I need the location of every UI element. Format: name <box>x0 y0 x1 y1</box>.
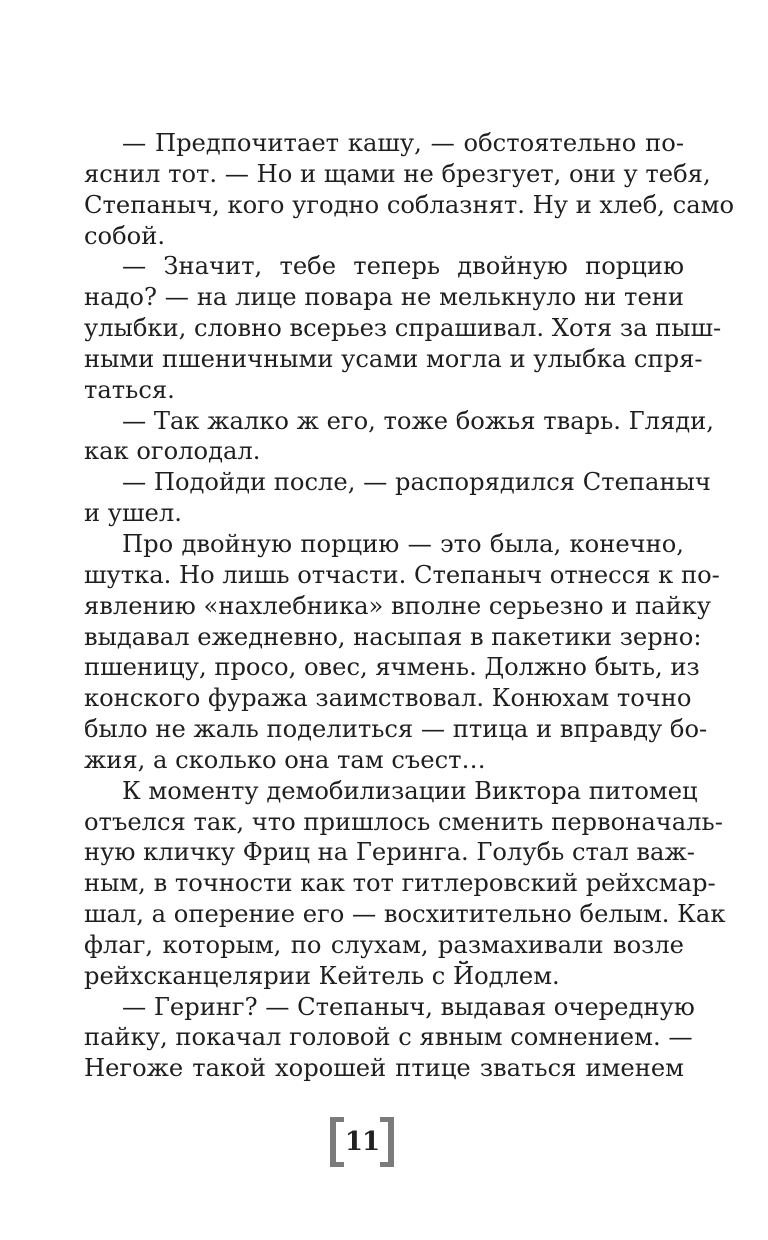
text-line: яснил тот. — Но и щами не брезгует, они у тебя, <box>84 159 711 188</box>
text-line: пайку, покачал головой с явным сомнением. — <box>84 1023 693 1052</box>
text-line: пшеницу, просо, овес, ячмень. Должно быть, из <box>84 653 700 682</box>
page-number-badge <box>330 1117 394 1167</box>
text-line: было не жаль поделиться — птица и вправду бо- <box>84 715 708 744</box>
page-number: 11 <box>344 1127 380 1157</box>
text-line: улыбки, словно всерьез спрашивал. Хотя за пыш- <box>84 314 722 343</box>
text-line: собой. <box>84 221 166 250</box>
text-line: — Значит, тебе теперь двойную порцию <box>122 252 684 281</box>
text-line: — Предпочитает кашу, — обстоятельно по- <box>122 129 684 157</box>
text-line: Степаныч, кого угодно соблазнят. Ну и хлеб, само <box>84 190 735 219</box>
text-line: выдавал ежедневно, насыпая в пакетики зерно: <box>84 622 702 651</box>
text-line: Негоже такой хорошей птице зваться именем <box>84 1054 684 1083</box>
text-line: надо? — на лице повара не мелькнуло ни тени <box>84 283 684 312</box>
text-line: и ушел. <box>84 499 182 528</box>
text-line: шал, а оперение его — восхитительно белым. Как <box>84 900 726 929</box>
text-line: — Так жалко ж его, тоже божья тварь. Гляди, <box>122 406 714 435</box>
text-line: ным, в точности как тот гитлеровский рейхсмар- <box>84 869 716 898</box>
text-line: ную кличку Фриц на Геринга. Голубь стал важ- <box>84 838 695 867</box>
text-line: — Геринг? — Степаныч, выдавая очередную <box>122 992 695 1021</box>
text-line: Про двойную порцию — это была, конечно, <box>122 529 684 558</box>
text-line: рейхсканцелярии Кейтель с Йодлем. <box>84 961 560 990</box>
text-line: К моменту демобилизации Виктора питомец <box>122 776 698 805</box>
text-line: — Подойди после, — распорядился Степаныч <box>122 468 711 497</box>
text-line: флаг, которым, по слухам, размахивали возле <box>84 930 684 959</box>
text-line: как оголодал. <box>84 437 261 466</box>
right-bracket-icon <box>380 1117 394 1167</box>
text-line: явлению «нахлебника» вполне серьезно и пайку <box>84 591 712 620</box>
text-line: жия, а сколько она там съест… <box>84 745 486 774</box>
body-text <box>84 128 735 1084</box>
text-line: шутка. Но лишь отчасти. Степаныч отнесся к по- <box>84 560 720 589</box>
text-line: конского фуража заимствовал. Конюхам точно <box>84 684 692 713</box>
text-line: отъелся так, что пришлось сменить первоначаль- <box>84 807 723 836</box>
left-bracket-icon <box>330 1117 344 1167</box>
text-line: таться. <box>84 375 175 404</box>
text-line: ными пшеничными усами могла и улыбка спря- <box>84 344 703 373</box>
